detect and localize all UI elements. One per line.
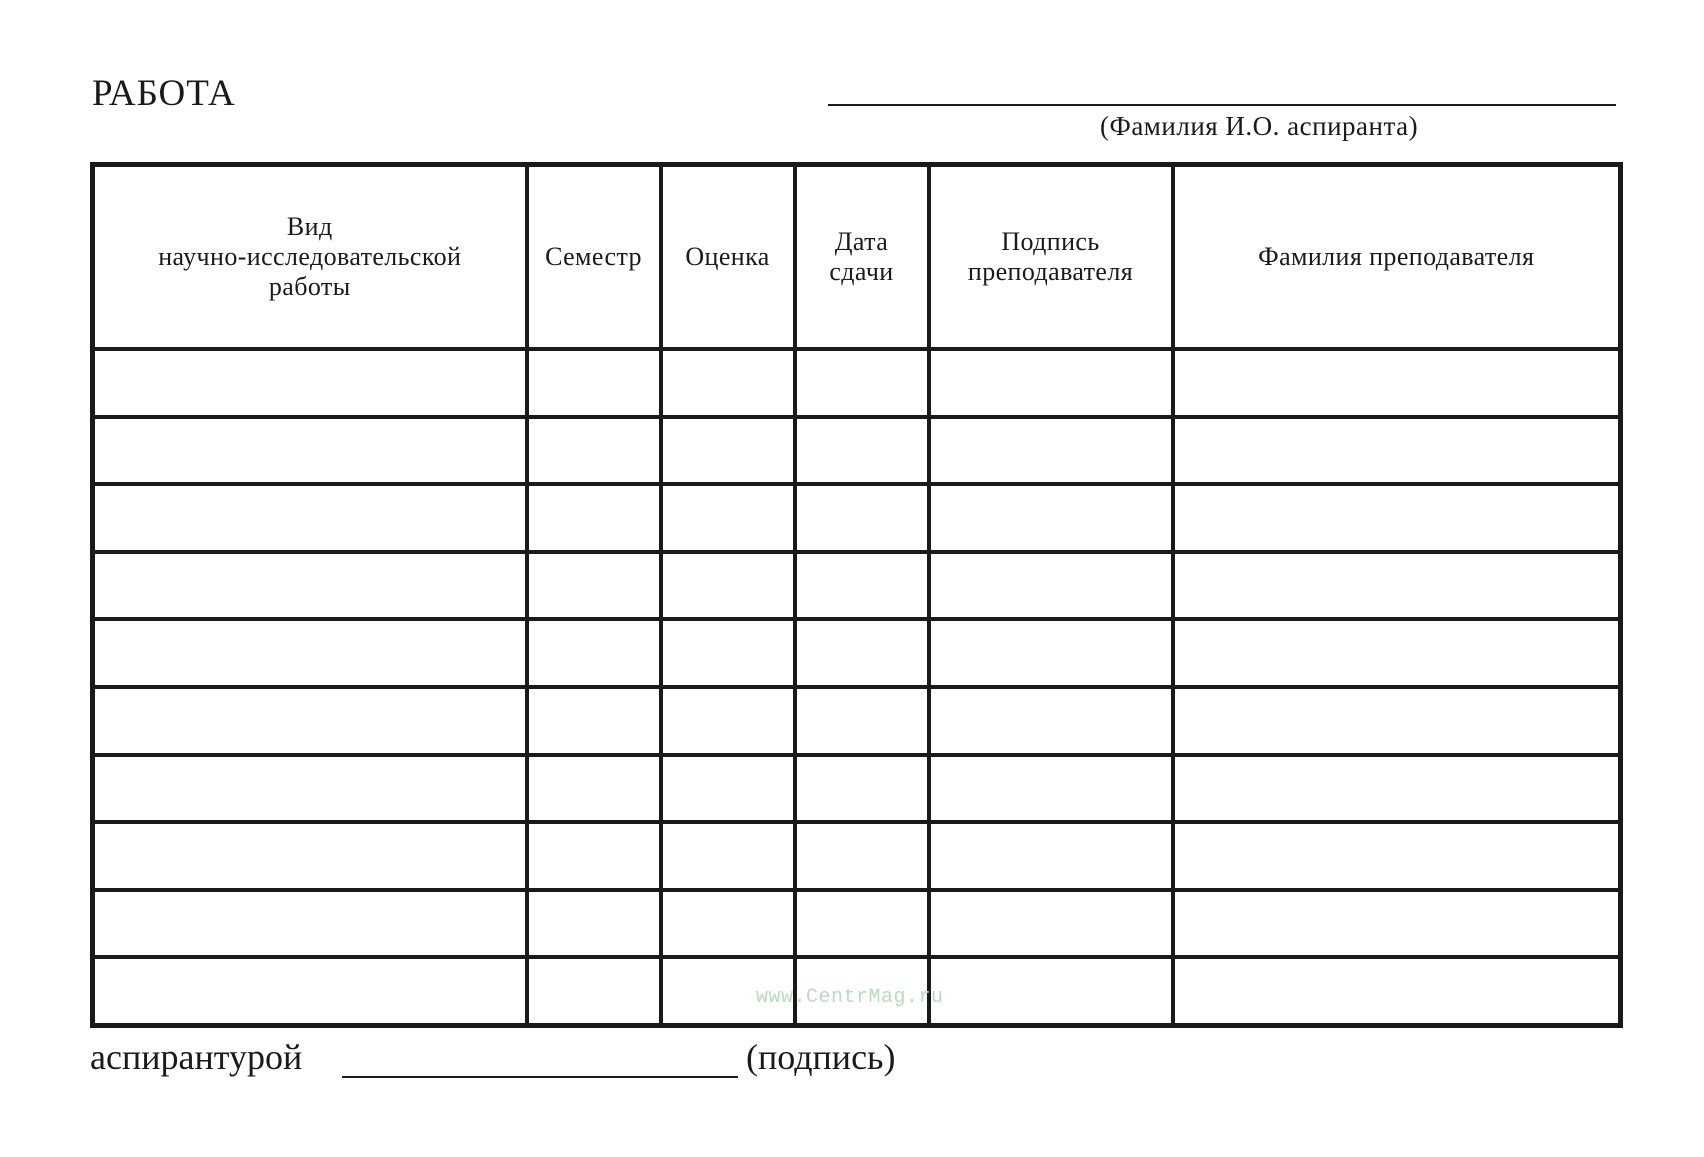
table-cell[interactable] <box>527 484 661 552</box>
signature-caption: (подпись) <box>746 1037 896 1077</box>
table-cell[interactable] <box>795 349 929 417</box>
table-cell[interactable] <box>929 619 1173 687</box>
table-cell[interactable] <box>1173 957 1621 1025</box>
table-cell[interactable] <box>93 755 527 823</box>
table-row <box>93 349 1621 417</box>
table-cell[interactable] <box>795 755 929 823</box>
table-cell[interactable] <box>93 957 527 1025</box>
table-cell[interactable] <box>795 484 929 552</box>
table-cell[interactable] <box>661 552 795 620</box>
table-cell[interactable] <box>929 417 1173 485</box>
table-body <box>93 349 1621 1026</box>
table-row <box>93 552 1621 620</box>
table-cell[interactable] <box>929 755 1173 823</box>
table-cell[interactable] <box>1173 417 1621 485</box>
table-cell[interactable] <box>93 417 527 485</box>
table-cell[interactable] <box>93 484 527 552</box>
table-cell[interactable] <box>1173 822 1621 890</box>
signature-line <box>342 1076 738 1078</box>
table-row <box>93 484 1621 552</box>
watermark: www.CentrMag.ru <box>756 986 944 1009</box>
table-cell[interactable] <box>661 755 795 823</box>
table-cell[interactable] <box>527 890 661 958</box>
research-work-table <box>90 162 1623 1028</box>
table-cell[interactable] <box>661 822 795 890</box>
table-cell[interactable] <box>661 687 795 755</box>
table-cell[interactable] <box>929 957 1173 1025</box>
table-cell[interactable] <box>527 687 661 755</box>
table-cell[interactable] <box>661 890 795 958</box>
table-cell[interactable] <box>929 687 1173 755</box>
table-cell[interactable] <box>527 417 661 485</box>
table-row <box>93 417 1621 485</box>
form-title: РАБОТА <box>92 73 236 114</box>
table-row <box>93 822 1621 890</box>
table-row <box>93 755 1621 823</box>
table-cell[interactable] <box>1173 484 1621 552</box>
table-cell[interactable] <box>1173 619 1621 687</box>
header-semester: Семестр <box>527 165 661 350</box>
table-cell[interactable] <box>527 349 661 417</box>
table-cell[interactable] <box>661 484 795 552</box>
table-cell[interactable] <box>795 687 929 755</box>
table-cell[interactable] <box>929 349 1173 417</box>
table-cell[interactable] <box>795 619 929 687</box>
table-cell[interactable] <box>661 417 795 485</box>
table-cell[interactable] <box>929 890 1173 958</box>
header-teacher-signature: Подпись преподавателя <box>929 165 1173 350</box>
table-cell[interactable] <box>795 890 929 958</box>
table-cell[interactable] <box>527 957 661 1025</box>
table-cell[interactable] <box>1173 755 1621 823</box>
header-submission-date: Дата сдачи <box>795 165 929 350</box>
table-cell[interactable] <box>1173 890 1621 958</box>
table-cell[interactable] <box>929 822 1173 890</box>
table-row <box>93 619 1621 687</box>
header-teacher-surname: Фамилия преподавателя <box>1173 165 1621 350</box>
table-cell[interactable] <box>795 417 929 485</box>
signature-footer <box>90 1036 990 1086</box>
student-name-line <box>828 104 1616 106</box>
student-name-caption: (Фамилия И.О. аспиранта) <box>1100 111 1419 141</box>
table-cell[interactable] <box>527 552 661 620</box>
table-cell[interactable] <box>527 619 661 687</box>
table-cell[interactable] <box>93 619 527 687</box>
table-cell[interactable] <box>1173 349 1621 417</box>
table-cell[interactable] <box>661 349 795 417</box>
table-cell[interactable] <box>929 552 1173 620</box>
table-cell[interactable] <box>1173 552 1621 620</box>
header-research-type: Вид научно-исследовательской работы <box>93 165 527 350</box>
table-cell[interactable] <box>795 552 929 620</box>
table-row <box>93 687 1621 755</box>
table-cell[interactable] <box>527 822 661 890</box>
table-cell[interactable] <box>661 619 795 687</box>
table-cell[interactable] <box>93 822 527 890</box>
table-cell[interactable] <box>929 484 1173 552</box>
footer-label: аспирантурой <box>90 1037 303 1077</box>
table-cell[interactable] <box>527 755 661 823</box>
table-row <box>93 890 1621 958</box>
table-header-row <box>93 165 1621 350</box>
table-cell[interactable] <box>795 822 929 890</box>
table-cell[interactable] <box>93 552 527 620</box>
header-grade: Оценка <box>661 165 795 350</box>
table-cell[interactable] <box>93 687 527 755</box>
table-cell[interactable] <box>93 349 527 417</box>
table-cell[interactable] <box>93 890 527 958</box>
table-cell[interactable] <box>1173 687 1621 755</box>
